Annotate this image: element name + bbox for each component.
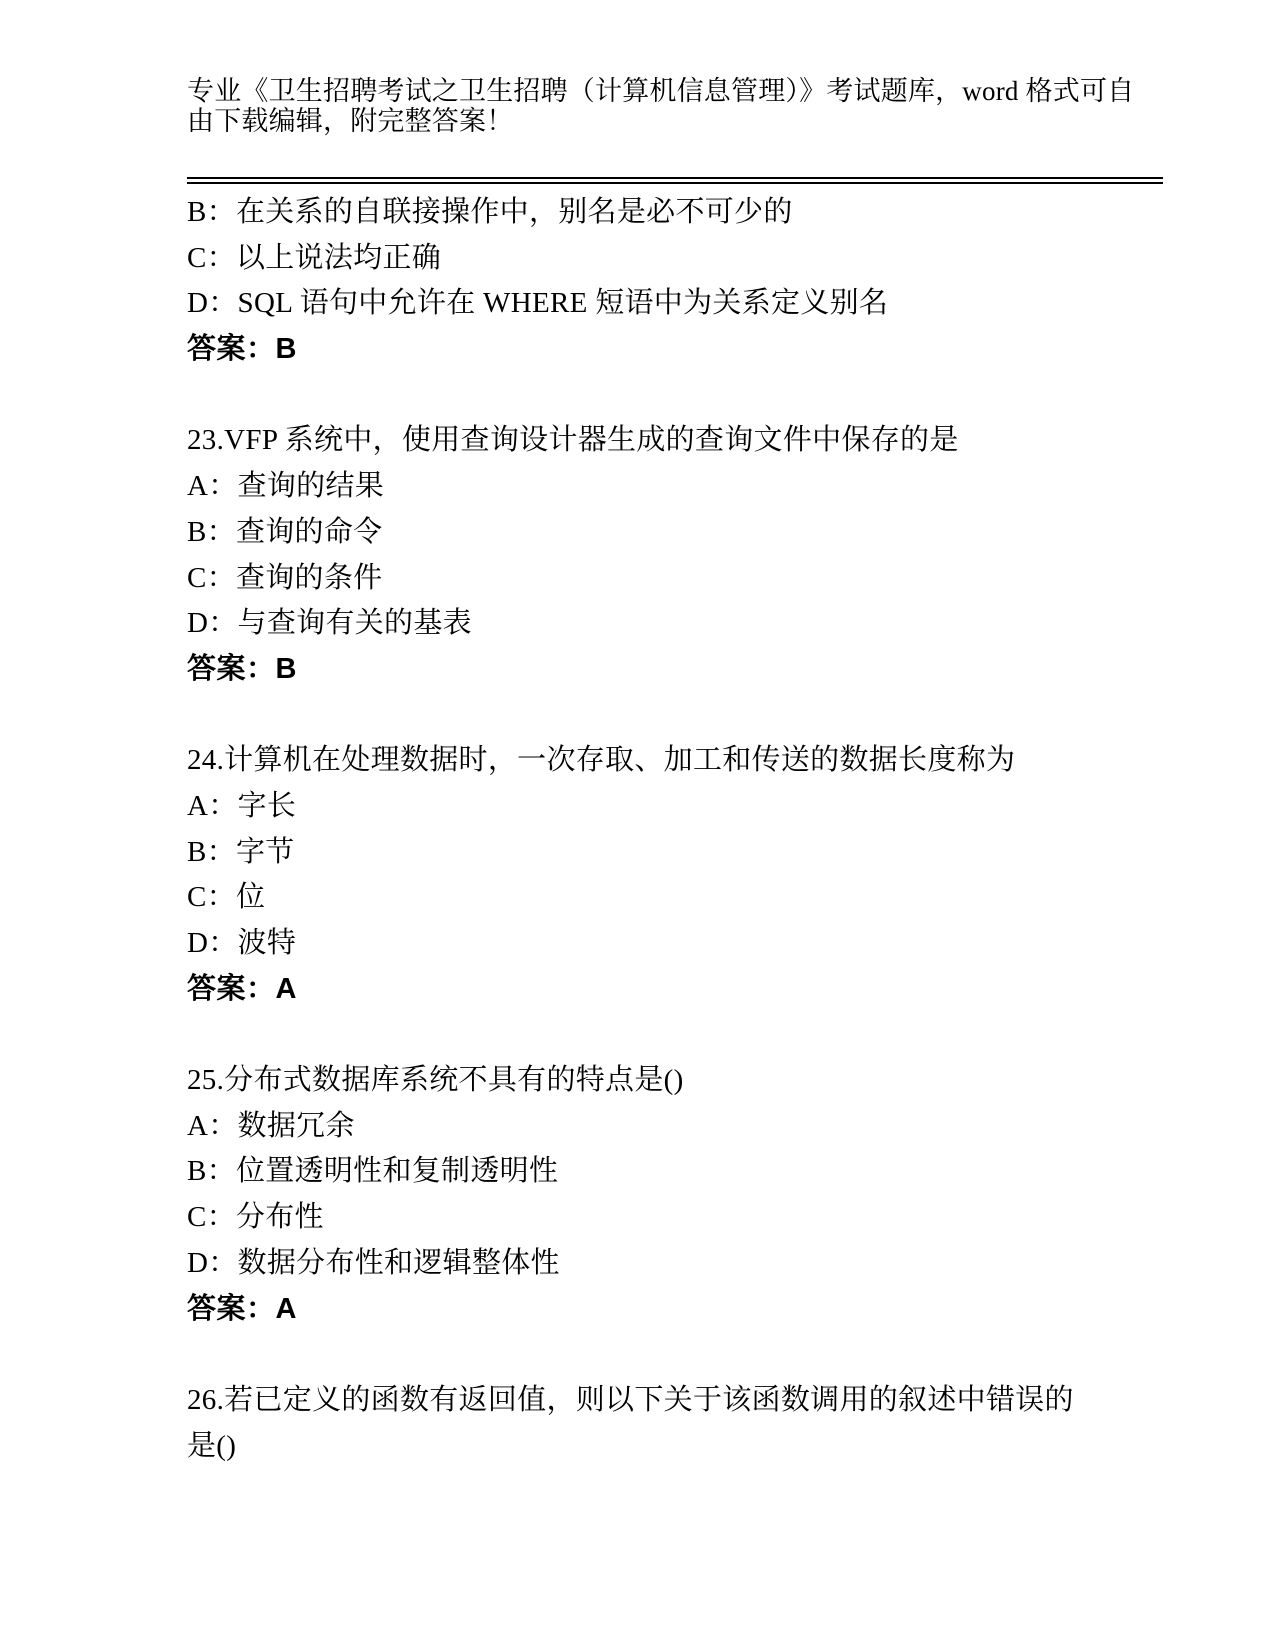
option-line: C：分布性 bbox=[187, 1201, 324, 1234]
answer-line: 答案：B bbox=[187, 333, 297, 366]
option-line: D：波特 bbox=[187, 927, 297, 959]
question-stem-line: 23.VFP 系统中，使用查询设计器生成的查询文件中保存的是 bbox=[187, 424, 959, 457]
option-line: C：查询的条件 bbox=[187, 561, 383, 594]
option-line: D：与查询有关的基表 bbox=[187, 607, 472, 640]
option-line: B：字节 bbox=[187, 835, 295, 868]
answer-line: 答案：B bbox=[187, 652, 297, 685]
header-line: 专业《卫生招聘考试之卫生招聘（计算机信息管理）》考试题库，word 格式可自 bbox=[187, 76, 1135, 106]
option-line: B：位置透明性和复制透明性 bbox=[187, 1155, 559, 1188]
option-line: A：数据冗余 bbox=[187, 1109, 355, 1142]
question-stem-line: 是() bbox=[187, 1429, 237, 1462]
question-block bbox=[187, 190, 1117, 373]
question-list bbox=[187, 190, 1117, 1515]
answer-line: 答案：A bbox=[187, 972, 297, 1005]
question-block bbox=[187, 738, 1117, 1012]
question-stem-line: 25.分布式数据库系统不具有的特点是() bbox=[187, 1064, 684, 1097]
option-line: B：在关系的自联接操作中，别名是必不可少的 bbox=[187, 196, 793, 228]
question-block bbox=[187, 1058, 1117, 1332]
page-header bbox=[187, 76, 1167, 136]
answer-line: 答案：A bbox=[187, 1292, 297, 1325]
option-line: B：查询的命令 bbox=[187, 515, 383, 548]
option-line: C：位 bbox=[187, 881, 266, 914]
question-stem-line: 24.计算机在处理数据时，一次存取、加工和传送的数据长度称为 bbox=[187, 744, 1016, 777]
question-block bbox=[187, 418, 1117, 692]
option-line: A：字长 bbox=[187, 789, 297, 822]
option-line: D：SQL 语句中允许在 WHERE 短语中为关系定义别名 bbox=[187, 287, 889, 320]
option-line: C：以上说法均正确 bbox=[187, 241, 442, 274]
option-line: A：查询的结果 bbox=[187, 470, 385, 503]
question-block bbox=[187, 1378, 1117, 1469]
header-line: 由下载编辑，附完整答案！ bbox=[187, 106, 514, 136]
header-separator-line bbox=[187, 177, 1163, 184]
question-stem-line: 26.若已定义的函数有返回值，则以下关于该函数调用的叙述中错误的 bbox=[187, 1383, 1074, 1416]
option-line: D：数据分布性和逻辑整体性 bbox=[187, 1246, 560, 1279]
